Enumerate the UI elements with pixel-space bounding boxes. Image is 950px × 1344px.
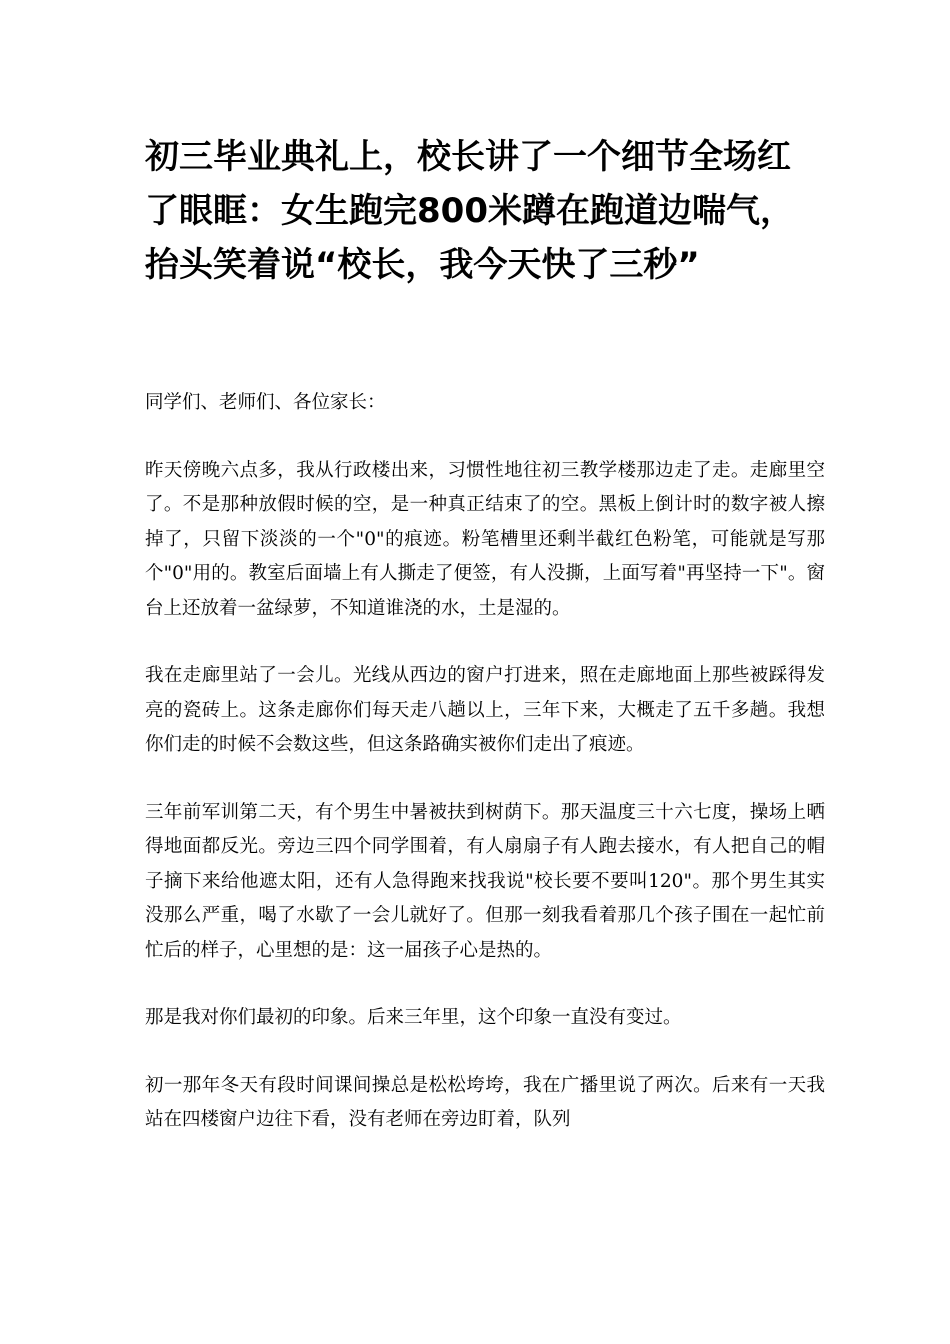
paragraph: 三年前军训第二天，有个男生中暑被扶到树荫下。那天温度三十六七度，操场上晒得地面都反光。旁边三四个同学围着，有人扇扇子有人跑去接水，有人把自己的帽子摘下来给他遮太阳，还有人急得跑来找我说"校长要不要叫120"。那个男生其实没那么严重，喝了水歇了一会儿就好了。但那一刻我看着那几个孩子围在一起忙前忙后的样子，心里想的是：这一届孩子心是热的。 [145, 801, 825, 961]
paragraph: 那是我对你们最初的印象。后来三年里，这个印象一直没有变过。 [145, 1007, 682, 1028]
paragraph-salutation: 同学们、老师们、各位家长： [145, 392, 386, 413]
document-title: 初三毕业典礼上，校长讲了一个细节全场红了眼眶：女生跑完800米蹲在跑道边喘气，抬头笑着说“校长，我今天快了三秒” [145, 137, 794, 285]
paragraph: 我在走廊里站了一会儿。光线从西边的窗户打进来，照在走廊地面上那些被踩得发亮的瓷砖上。这条走廊你们每天走八趟以上，三年下来，大概走了五千多趟。我想你们走的时候不会数这些，但这条路确实被你们走出了痕迹。 [145, 665, 825, 755]
document-body [145, 386, 825, 1171]
paragraph: 初一那年冬天有段时间课间操总是松松垮垮，我在广播里说了两次。后来有一天我站在四楼窗户边往下看，没有老师在旁边盯着，队列 [145, 1074, 825, 1130]
paragraph: 昨天傍晚六点多，我从行政楼出来，习惯性地往初三教学楼那边走了走。走廊里空了。不是那种放假时候的空，是一种真正结束了的空。黑板上倒计时的数字被人擦掉了，只留下淡淡的一个"0"的痕迹。粉笔槽里还剩半截红色粉笔，可能就是写那个"0"用的。教室后面墙上有人撕走了便签，有人没撕，上面写着"再坚持一下"。窗台上还放着一盆绿萝，不知道谁浇的水，土是湿的。 [145, 459, 825, 619]
